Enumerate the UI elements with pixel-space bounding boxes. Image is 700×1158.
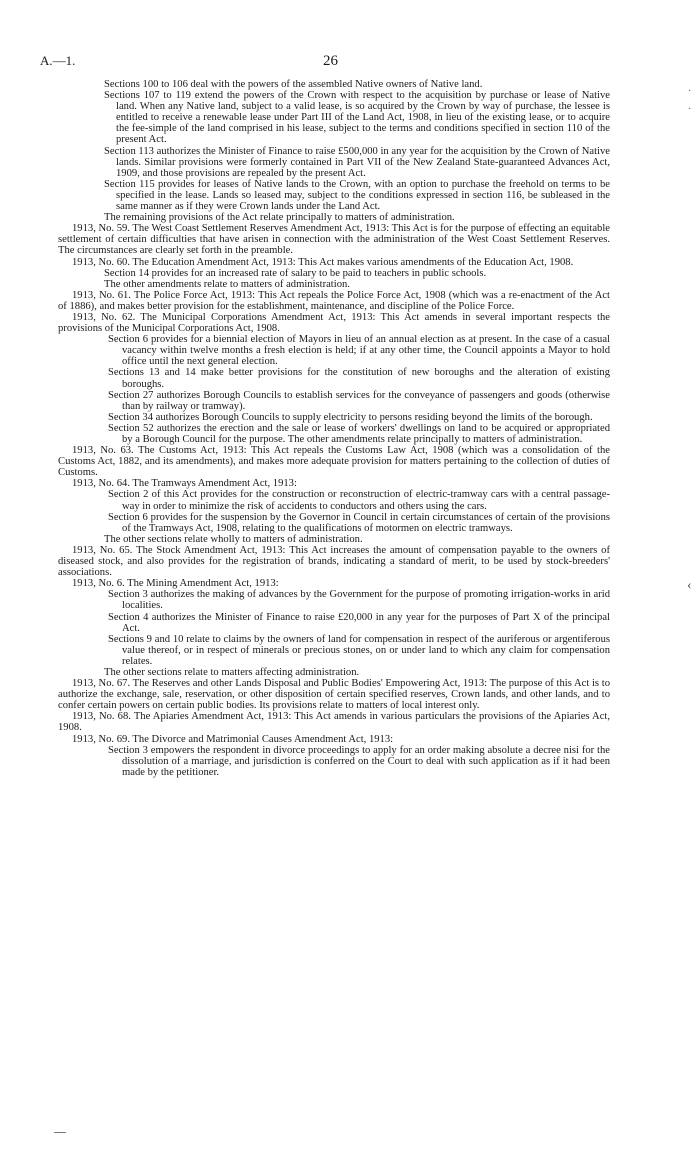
- paragraph: 1913, No. 67. The Reserves and other Lands Disposal and Public Bodies' Empowering Act, 1913: The purpose of this Act is to authorize the exchange, sale, reservation, or other disposition of certain specified reserves, Crown lands, and other lands, and to confer certain powers on certain public bodies. Its provisions relate to matters of local interest only.: [58, 678, 610, 712]
- margin-mark: ·: [688, 86, 692, 97]
- margin-mark: ‹: [687, 578, 692, 593]
- document-body: [58, 79, 610, 778]
- paragraph: Section 113 authorizes the Minister of Finance to raise £500,000 in any year for the acquisition by the Crown of Native lands. Similar provisions were formerly contained in Part VII of the New Zealand State-guaranteed Advances Act, 1909, and those provisions are repealed by the present Act.: [104, 145, 610, 179]
- header-reference: A.—1.: [40, 53, 76, 68]
- paragraph: Section 6 provides for a biennial election of Mayors in lieu of an annual election as at present. In the case of a casual vacancy within twelve months a fresh election is held; if at any other time, the Council appoints a Mayor to hold office until the next general election.: [108, 334, 610, 368]
- paragraph: Section 27 authorizes Borough Councils to establish services for the conveyance of passengers and goods (otherwise than by railway or tramway).: [108, 389, 610, 412]
- paragraph: The other sections relate to matters affecting administration.: [104, 666, 360, 678]
- paragraph: Section 14 provides for an increased rate of salary to be paid to teachers in public schools.: [104, 267, 487, 279]
- margin-mark: ·: [688, 104, 692, 115]
- paragraph: 1913, No. 64. The Tramways Amendment Act, 1913:: [72, 478, 297, 490]
- paragraph: The other sections relate wholly to matters of administration.: [104, 533, 363, 545]
- paragraph: Sections 9 and 10 relate to claims by the owners of land for compensation in respect of the auriferous or argentiferous value thereof, or in respect of minerals or precious stones, on or under land to which any claim for compensation relates.: [108, 633, 610, 667]
- paragraph: 1913, No. 61. The Police Force Act, 1913: This Act repeals the Police Force Act, 1908 (which was a re-enactment of the Act of 1886), and makes better provision for the establishment, maintenance, and discipline of the Police Force.: [58, 289, 610, 312]
- paragraph: Sections 100 to 106 deal with the powers of the assembled Native owners of Native land.: [104, 79, 483, 90]
- paragraph: Sections 107 to 119 extend the powers of the Crown with respect to the acquisition by purchase or lease of Native land. When any Native land, subject to a valid lease, is so acquired by the Crown by way of purchase, the lessee is entitled to receive a renewable lease under Part III of the Land Act, 1908, in lieu of the existing lease, or to acquire the fee-simple of the land comprised in his lease, subject to the terms and conditions specified in section 110 of the present Act.: [104, 90, 610, 146]
- paragraph: Section 3 empowers the respondent in divorce proceedings to apply for an order making absolute a decree nisi for the dissolution of a marriage, and jurisdiction is conferred on the Court to deal with such application as if it had been made by the petitioner.: [108, 744, 610, 778]
- paragraph: Section 6 provides for the suspension by the Governor in Council in certain circumstances of certain of the provisions of the Tramways Act, 1908, relating to the qualifications of motormen on electric tramways.: [108, 511, 610, 534]
- paragraph: 1913, No. 68. The Apiaries Amendment Act, 1913: This Act amends in various particulars the provisions of the Apiaries Act, 1908.: [58, 711, 610, 734]
- paragraph: Sections 13 and 14 make better provisions for the constitution of new boroughs and the alteration of existing boroughs.: [108, 367, 610, 390]
- paragraph: 1913, No. 59. The West Coast Settlement Reserves Amendment Act, 1913: This Act is for the purpose of effecting an equitable settlement of certain difficulties that have arisen in connection with the administration of the West Coast Settlement Reserves. The circumstances are clearly set forth in the preamble.: [58, 223, 610, 257]
- margin-dash: [54, 1132, 66, 1133]
- paragraph: Section 52 authorizes the erection and the sale or lease of workers' dwellings on land to be acquired or appropriated by a Borough Council for the purpose. The other amendments relate principally to matters of administration.: [108, 422, 610, 445]
- paragraph: Section 115 provides for leases of Native lands to the Crown, with an option to purchase the freehold on terms to be specified in the lease. Lands so leased may, subject to the conditions expressed in section 116, be subleased in the same manner as if they were Crown lands under the Land Act.: [104, 178, 610, 213]
- paragraph: Section 2 of this Act provides for the construction or reconstruction of electric-tramway cars with a central passage-way in order to minimize the risk of accidents to conductors and others using the cars.: [108, 489, 610, 512]
- paragraph: The other amendments relate to matters of administration.: [104, 278, 350, 290]
- paragraph: Section 34 authorizes Borough Councils to supply electricity to persons residing beyond the limits of the borough.: [108, 411, 593, 423]
- paragraph: 1913, No. 60. The Education Amendment Act, 1913: This Act makes various amendments of the Education Act, 1908.: [72, 256, 574, 268]
- page-number: 26: [323, 53, 338, 69]
- paragraph: 1913, No. 6. The Mining Amendment Act, 1913:: [72, 578, 279, 590]
- paragraph: 1913, No. 63. The Customs Act, 1913: This Act repeals the Customs Law Act, 1908 (which was a consolidation of the Customs Act, 1882, and its amendments), and makes more adequate provision for matters pertaining to the collection of duties of Customs.: [58, 445, 610, 479]
- paragraph: 1913, No. 62. The Municipal Corporations Amendment Act, 1913: This Act amends in several important respects the provisions of the Municipal Corporations Act, 1908.: [58, 311, 610, 335]
- paragraph: The remaining provisions of the Act relate principally to matters of administration.: [104, 212, 455, 224]
- paragraph: 1913, No. 69. The Divorce and Matrimonial Causes Amendment Act, 1913:: [72, 733, 394, 745]
- paragraph: Section 3 authorizes the making of advances by the Government for the purpose of promoting irrigation-works in arid localities.: [108, 589, 610, 612]
- paragraph: Section 4 authorizes the Minister of Finance to raise £20,000 in any year for the purposes of Part X of the principal Act.: [108, 611, 610, 634]
- paragraph: 1913, No. 65. The Stock Amendment Act, 1913: This Act increases the amount of compensation payable to the owners of diseased stock, and also provides for the registration of brands, indicating a standard of merit, to be used by stock-breeders' associations.: [58, 544, 610, 579]
